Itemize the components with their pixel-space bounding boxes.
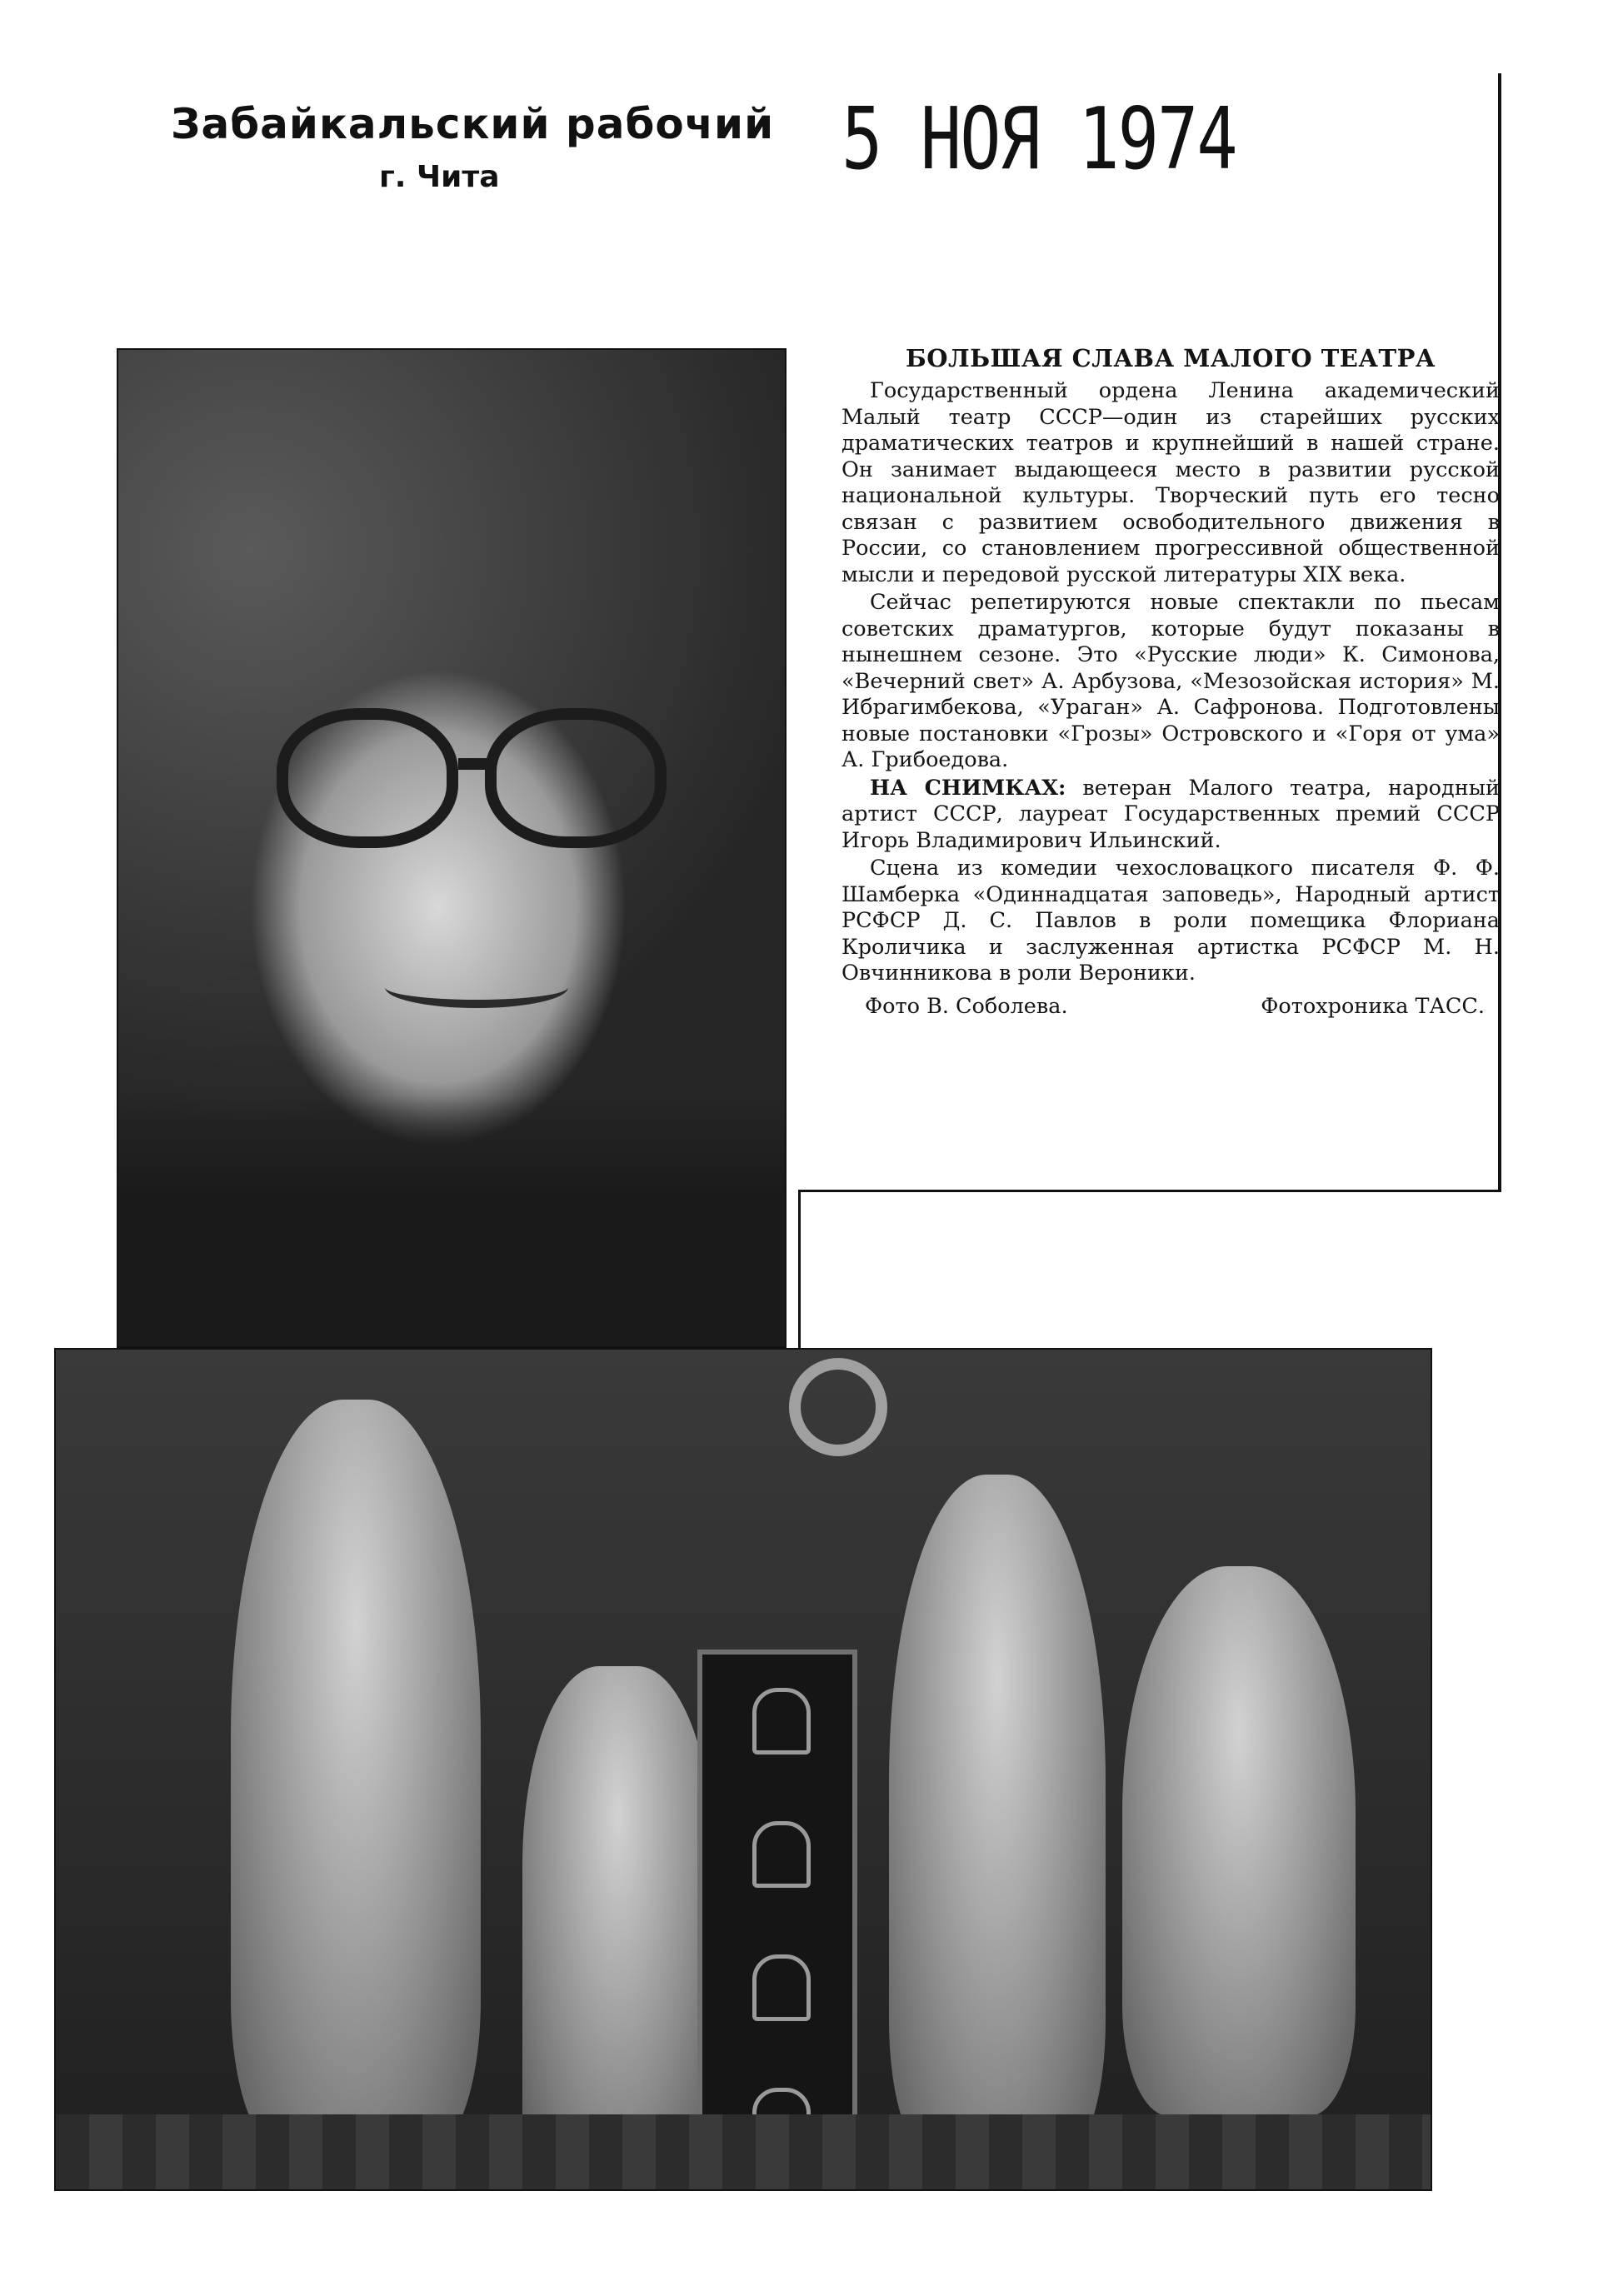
mouth	[385, 966, 568, 1008]
photo-credit: Фото В. Соболева.	[865, 993, 1068, 1019]
pillar-ornament	[752, 1821, 811, 1888]
stage-clock-pillar	[697, 1650, 857, 2191]
stage-floor	[56, 2114, 1431, 2189]
stage-scene-photo	[54, 1348, 1432, 2191]
caption-paragraph-2: Сцена из комедии чехословацкого писателя Ф. Ф. Шамберка «Одиннадцатая заповедь», Народный артист РСФСР Д. С. Павлов в роли помещика Флориана Кроличика и заслуженная артистка РСФСР М. Н. Овчинникова в роли Вероники.	[841, 856, 1500, 986]
captions-lead-in: НА СНИМКАХ:	[870, 775, 1066, 801]
clipping-bottom-edge	[800, 1190, 1501, 1192]
article-paragraph-1: Государственный ордена Ленина академический Малый театр СССР—один из старейших русских драматических театров и крупнейший в нашей стране. Он занимает выдающееся место в развитии русской национальной культуры. Творческий путь его тесно связан с развитием освободительного движения в России, со становлением прогрессивной общественной мысли и передовой русской литературы XIX века.	[841, 378, 1500, 587]
glasses-bridge	[458, 758, 497, 770]
article-paragraph-2: Сейчас репетируются новые спектакли по пьесам советских драматургов, которые будут показаны в нынешнем сезоне. Это «Русские люди» К. Симонова, «Вечерний свет» А. Арбузова, «Мезозойская история» М. Ибрагимбекова, «Ураган» А. Сафронова. Подготовлены новые постановки «Грозы» Островского и «Горя от ума» А. Грибоедова.	[841, 590, 1500, 772]
glasses-left-lens	[277, 708, 458, 848]
actress-figure-dress	[522, 1666, 714, 2166]
actor-figure-center	[889, 1475, 1106, 2158]
date-stamp: 5 НОЯ 1974	[841, 90, 1236, 189]
glasses-right-lens	[485, 708, 667, 848]
stage-lamp	[789, 1358, 887, 1456]
newspaper-city: г. Чита	[379, 160, 500, 194]
pillar-ornament	[752, 1954, 811, 2021]
agency-credit: Фотохроника ТАСС.	[1261, 993, 1485, 1019]
article-headline: БОЛЬШАЯ СЛАВА МАЛОГО ТЕАТРА	[905, 344, 1436, 372]
actor-figure-left	[231, 1400, 481, 2149]
pillar-ornament	[752, 1688, 811, 1754]
article	[841, 343, 1500, 1020]
caption-portrait: ветеран Малого театра, народный артист СССР, лауреат Государственных премий СССР Игорь Владимирович Ильинский.	[841, 775, 1500, 853]
portrait-photo	[117, 348, 787, 1348]
actor-figure-right	[1122, 1566, 1356, 2116]
newspaper-name: Забайкальский рабочий	[171, 100, 775, 148]
caption-paragraph-1	[841, 776, 1500, 855]
clipping-inner-edge	[798, 1190, 801, 1348]
suit	[118, 1096, 785, 1346]
photo-credits	[841, 994, 1500, 1021]
